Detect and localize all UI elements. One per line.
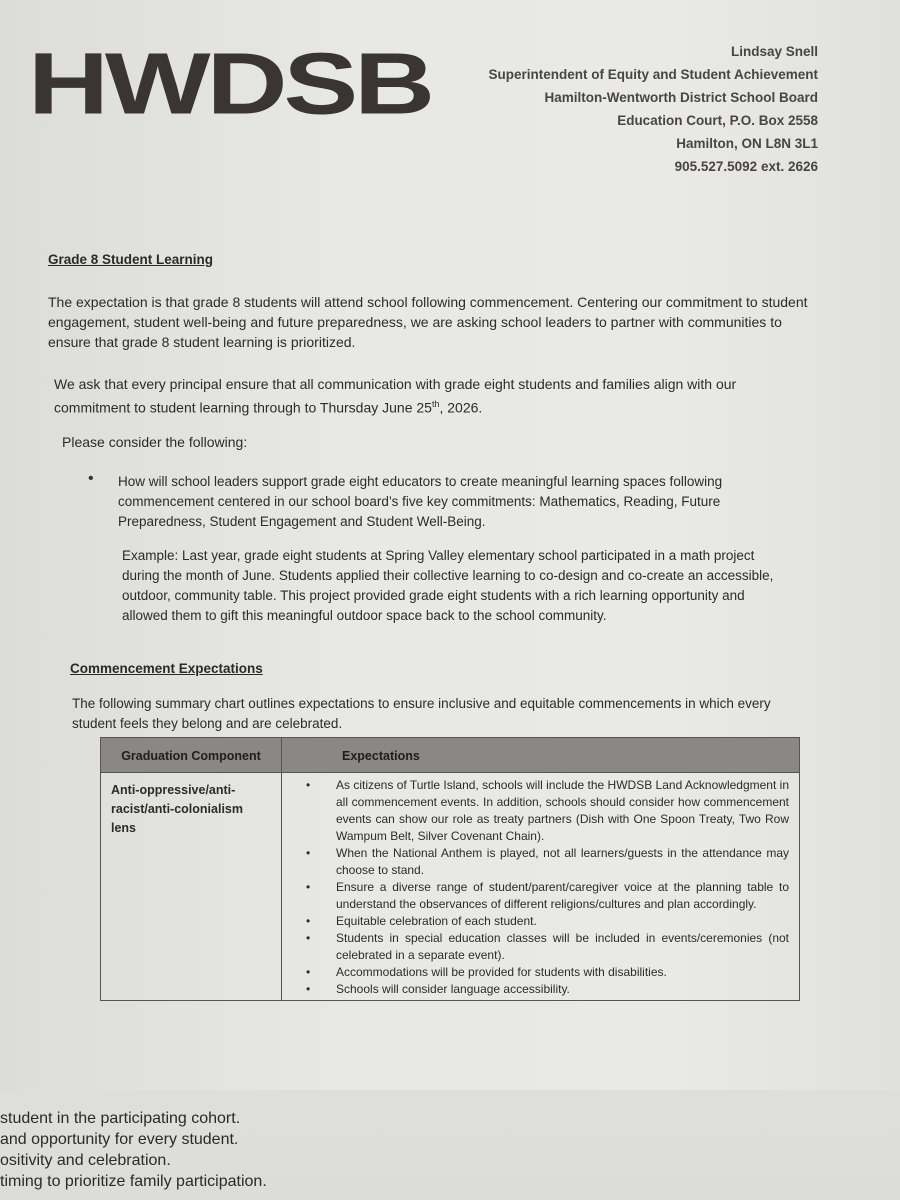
list-item: • As citizens of Turtle Island, schools will include the HWDSB Land Acknowledgment in all commencement events. In addition, schools should consider how commencement events can show our role as treaty partners (Dish with One Spoon Treaty, Two Row Wampum Belt, Silver Covenant Chain). bbox=[306, 777, 789, 845]
column-header-expectations: Expectations bbox=[282, 738, 800, 773]
consider-label: Please consider the following: bbox=[62, 434, 248, 450]
bullet-question: How will school leaders support grade eight educators to create meaningful learning spaces following commencement centered in our school board’s five key commitments: Mathematics, Reading, Future Preparedness, Student Engagement and Student Well-Being. bbox=[118, 474, 723, 529]
letterhead-address bbox=[488, 40, 818, 178]
section-heading-commencement: Commencement Expectations bbox=[70, 661, 263, 676]
expectations-table bbox=[100, 737, 800, 1001]
list-item: • Accommodations will be provided for students with disabilities. bbox=[306, 964, 789, 981]
column-header-component: Graduation Component bbox=[101, 738, 282, 773]
bottom-line: and opportunity for every student. bbox=[0, 1131, 239, 1148]
expectations-list bbox=[306, 777, 789, 998]
expectations-cell bbox=[282, 773, 800, 1001]
bottom-line: student in the participating cohort. bbox=[0, 1110, 241, 1127]
printed-page-below bbox=[0, 1108, 267, 1192]
sender-title: Superintendent of Equity and Student Achievement bbox=[488, 67, 818, 82]
phone-number: 905.527.5092 ext. 2626 bbox=[674, 159, 818, 174]
list-item: • Equitable celebration of each student. bbox=[306, 913, 789, 930]
list-item: • When the National Anthem is played, not all learners/guests in the attendance may choose to stand. bbox=[306, 845, 789, 879]
sender-name: Lindsay Snell bbox=[730, 44, 818, 59]
bottom-line: ositivity and celebration. bbox=[0, 1152, 171, 1169]
example-paragraph: Example: Last year, grade eight students at Spring Valley elementary school participated in a math project during the month of June. Students applied their collective learning to co-design and co-create an accessible, outdoor, community table. This project provided grade eight students with a rich learning opportunity and allowed them to gift this meaningful outdoor space back to the school community. bbox=[122, 548, 774, 623]
city-address: Hamilton, ON L8N 3L1 bbox=[676, 136, 818, 151]
table-header-row bbox=[101, 738, 800, 773]
chart-intro: The following summary chart outlines expectations to ensure inclusive and equitable commencements in which every student feels they belong and are celebrated. bbox=[72, 696, 771, 731]
component-cell: Anti-oppressive/anti-racist/anti-colonialism lens bbox=[101, 773, 282, 1001]
list-item: • Students in special education classes will be included in events/ceremonies (not celebrated in a separate event). bbox=[306, 930, 789, 964]
list-item: • Ensure a diverse range of student/parent/caregiver voice at the planning table to understand the observances of different religions/cultures and plan accordingly. bbox=[306, 879, 789, 913]
bottom-line: timing to prioritize family participation. bbox=[0, 1173, 267, 1190]
street-address: Education Court, P.O. Box 2558 bbox=[617, 113, 818, 128]
table-row bbox=[101, 773, 800, 1001]
hwdsb-logo: HWDSB bbox=[28, 34, 432, 133]
board-name: Hamilton-Wentworth District School Board bbox=[544, 90, 818, 105]
list-item: • Schools will consider language accessibility. bbox=[306, 981, 789, 998]
bullet-dot: • bbox=[88, 470, 94, 487]
paragraph-expectation: The expectation is that grade 8 students will attend school following commencement. Centering our commitment to student engagement, student well-being and future preparedness, we are asking school leaders to partner with communities to ensure that grade 8 student learning is prioritized. bbox=[48, 294, 808, 350]
section-heading-grade8: Grade 8 Student Learning bbox=[48, 252, 214, 267]
paragraph-communication: We ask that every principal ensure that all communication with grade eight students and families align with our commitment to student learning through to Thursday June 25th, 2026. bbox=[54, 376, 737, 416]
